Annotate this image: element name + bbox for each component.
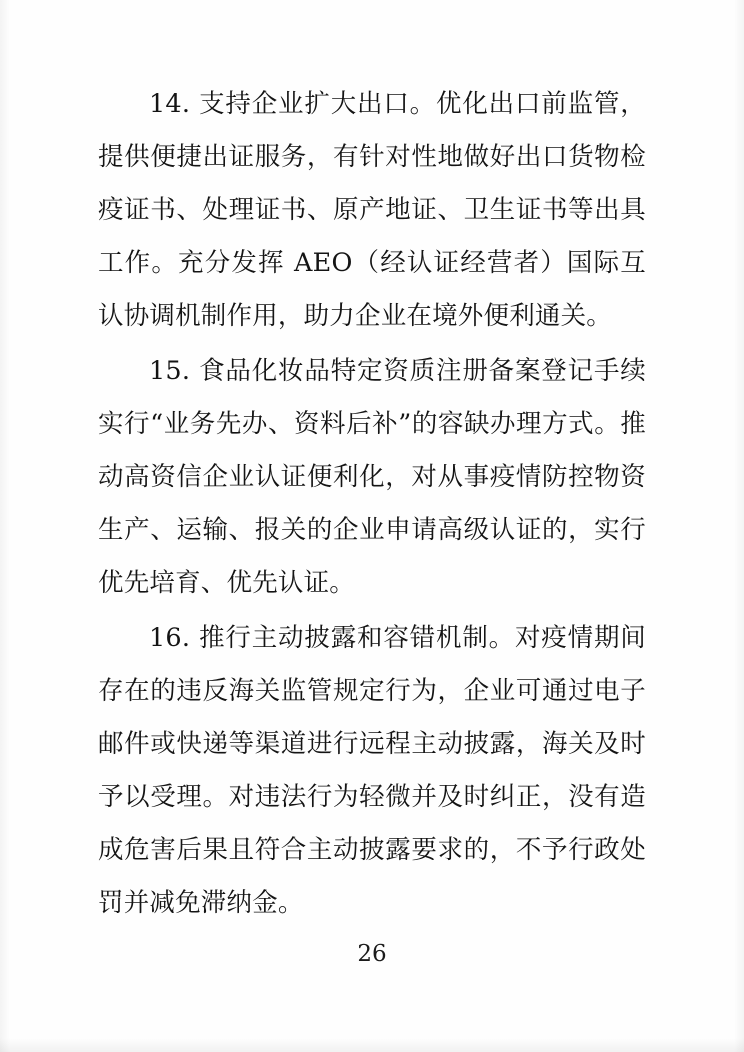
paragraph-14: 14. 支持企业扩大出口。优化出口前监管，提供便捷出证服务，有针对性地做好出口货物检疫证书、处理证书、原产地证、卫生证书等出具工作。充分发挥 AEO（经认证经营者）国际互认协调机制作用，助力企业在境外便利通关。: [98, 89, 646, 331]
paragraph-15: 15. 食品化妆品特定资质注册备案登记手续实行“业务先办、资料后补”的容缺办理方式。推动高资信企业认证便利化，对从事疫情防控物资生产、运输、报关的企业申请高级认证的，实行优先培育、优先认证。: [98, 356, 646, 598]
page-content: [98, 78, 646, 930]
page-edge-shadow-right: [734, 0, 744, 1052]
paragraph-16: 16. 推行主动披露和容错机制。对疫情期间存在的违反海关监管规定行为，企业可通过电子邮件或快递等渠道进行远程主动披露，海关及时予以受理。对违法行为轻微并及时纠正，没有造成危害后果且符合主动披露要求的，不予行政处罚并减免滞纳金。: [98, 623, 646, 918]
page-number: 26: [357, 941, 387, 967]
page-edge-shadow-left: [0, 0, 10, 1052]
page-edge-shadow-bottom: [0, 1038, 744, 1052]
